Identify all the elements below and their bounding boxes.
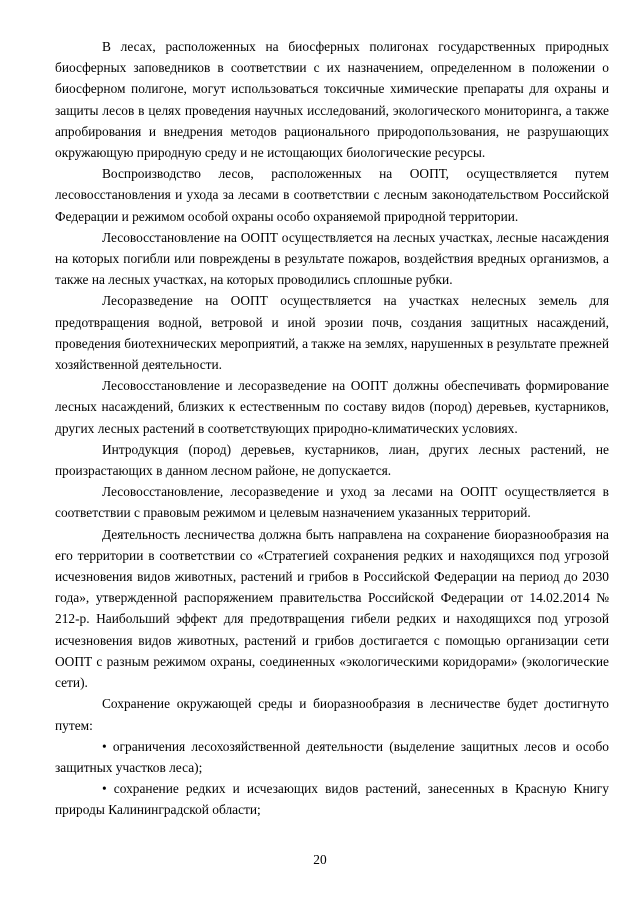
paragraph-legal-regime: Лесовосстановление, лесоразведение и уход за лесами на ООПТ осуществляется в соответствии с правовым режимом и целевым назначением указанных территорий. [55, 484, 609, 521]
paragraph-afforestation: Лесоразведение на ООПТ осуществляется на участках нелесных земель для предотвращения водной, ветровой и иной эрозии почв, создания защитных насаждений, проведения биотехнических мероприятий, а также на землях, нарушенных в результате прежней хозяйственной деятельности. [55, 293, 609, 373]
bullet-icon: • [102, 738, 107, 754]
bullet-item [55, 736, 609, 778]
bullet-item-text: ограничения лесохозяйственной деятельности (выделение защитных лесов и особо защитных участков леса); [55, 738, 609, 775]
paragraph-introduction-ban: Интродукция (пород) деревьев, кустарников, лиан, других лесных растений, не произрастающих в данном лесном районе, не допускается. [55, 441, 609, 479]
bullet-icon: • [102, 781, 107, 797]
bullet-item-text: сохранение редких и исчезающих видов растений, занесенных в Красную Книгу природы Калининградской области; [55, 781, 609, 818]
document-body [55, 36, 609, 821]
paragraph-biosphere-polygons: В лесах, расположенных на биосферных полигонах государственных природных биосферных заповедников в соответствии с их назначением, определенном в положении о биосферном полигоне, могут использоваться токсичные химические препараты для охраны и защиты лесов в целях проведения научных исследований, экологического мониторинга, а также апробирования и внедрения методов рационального природопользования, не разрушающих окружающую природную среду и не истощающих биологические ресурсы. [55, 39, 609, 161]
page-number: 20 [313, 852, 327, 867]
paragraph-forest-reproduction: Воспроизводство лесов, расположенных на ООПТ, осуществляется путем лесовосстановления и ухода за лесами в соответствии с лесным законодательством Российской Федерации и режимом особой охраны особо охраняемой природной территории. [55, 166, 609, 224]
paragraph-forest-stand-formation: Лесовосстановление и лесоразведение на ООПТ должны обеспечивать формирование лесных насаждений, близких к естественным по составу видов (пород) деревьев, кустарников, других лесных растений в соответствующих природно-климатических условиях. [55, 378, 609, 436]
bullet-item [55, 778, 609, 820]
paragraph-reforestation: Лесовосстановление на ООПТ осуществляется на лесных участках, лесные насаждения на которых погибли или повреждены в результате пожаров, воздействия вредных организмов, а также на лесных участках, на которых проводились сплошные рубки. [55, 229, 609, 288]
paragraph-biodiversity-strategy: Деятельность лесничества должна быть направлена на сохранение биоразнообразия на его территории в соответствии со «Стратегией сохранения редких и находящихся под угрозой исчезновения видов животных, растений и грибов в Российской Федерации на период до 2030 года», утвержденной распоряжением правительства Российской Федерации от 14.02.2014 № 212-р. Наибольший эффект для предотвращения гибели редких и находящихся под угрозой исчезновения видов животных, растений и грибов достигается с помощью организации сети ООПТ с разным режимом охраны, соединенных «экологическими коридорами» (экологические сети). [55, 526, 609, 691]
paragraph-biodiversity-measures-intro: Сохранение окружающей среды и биоразнообразия в лесничестве будет достигнуто путем: [55, 696, 609, 733]
